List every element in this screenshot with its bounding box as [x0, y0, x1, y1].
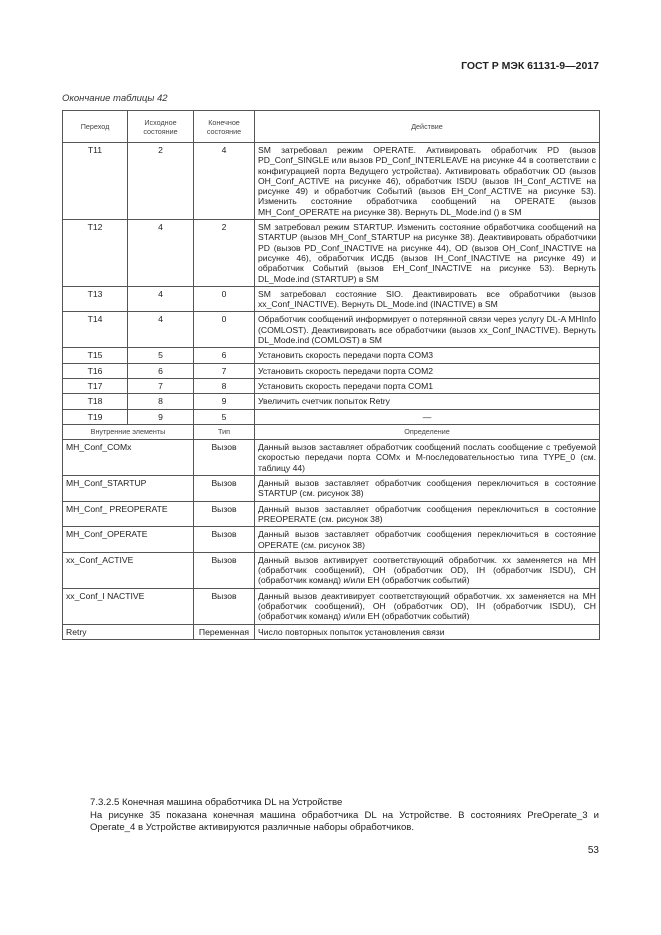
element-definition: Данный вызов заставляет обработчик сообщения переключиться в состояние PREOPERATE (см. рисунок 38) — [255, 501, 600, 527]
table-caption: Окончание таблицы 42 — [62, 93, 168, 104]
element-row — [63, 552, 600, 588]
element-name: xx_Conf_ACTIVE — [63, 552, 194, 588]
transition-action: Увеличить счетчик попыток Retry — [255, 394, 600, 409]
element-name: MH_Conf_STARTUP — [63, 476, 194, 502]
target-state: 9 — [194, 394, 255, 409]
element-row — [63, 527, 600, 553]
target-state: 0 — [194, 312, 255, 348]
transition-row — [63, 409, 600, 424]
column-header: Действие — [255, 111, 600, 143]
transition-id: T18 — [63, 394, 128, 409]
column-header: Исходное состояние — [128, 111, 194, 143]
source-state: 2 — [128, 143, 194, 220]
source-state: 8 — [128, 394, 194, 409]
transition-action: SM затребовал режим OPERATE. Активировать обработчик PD (вызов PD_Conf_SINGLE или вызов PD_Conf_INTERLEAVE на рисунке 44 в соответствии с конфигурацией порта Ведущего устройства). Активировать обработчик OD (вызов OH_Conf_ACTIVE на рисунке 46), обработчик ISDU (вызов IH_Conf_ACTIVE на рисунке 49) и обработчик Событий (вызов EH_Conf_ACTIVE на рисунке 53). Изменить состояние обработчика сообщений на OPERATE (вызов MH_Conf_OPERATE на рисунке 38). Вернуть DL_Mode.ind () в SM — [255, 143, 600, 220]
transition-row — [63, 348, 600, 363]
transitions-table — [62, 110, 600, 640]
transition-id: T12 — [63, 220, 128, 287]
target-state: 8 — [194, 378, 255, 393]
column-header: Переход — [63, 111, 128, 143]
element-row — [63, 624, 600, 639]
source-state: 7 — [128, 378, 194, 393]
transition-action: Установить скорость передачи порта COM2 — [255, 363, 600, 378]
transition-action: SM затребовал состояние SIO. Деактивировать все обработчики (вызов xx_Conf_INACTIVE). Вернуть DL_Mode.ind (INACTIVE) в SM — [255, 286, 600, 312]
transition-id: T16 — [63, 363, 128, 378]
element-definition: Данный вызов заставляет обработчик сообщения переключиться в состояние STARTUP (см. рисунок 38) — [255, 476, 600, 502]
element-row — [63, 440, 600, 476]
column-header: Конечное состояние — [194, 111, 255, 143]
section-paragraph — [62, 797, 599, 835]
transition-id: T14 — [63, 312, 128, 348]
element-name: MH_Conf_COMx — [63, 440, 194, 476]
source-state: 4 — [128, 220, 194, 287]
page-number: 53 — [587, 845, 599, 856]
element-name: xx_Conf_I NACTIVE — [63, 588, 194, 624]
element-definition: Данный вызов заставляет обработчик сообщения переключиться в состояние OPERATE (см. рисунок 38) — [255, 527, 600, 553]
subheader-elements: Внутренние элементы — [63, 424, 194, 439]
source-state: 6 — [128, 363, 194, 378]
source-state: 4 — [128, 286, 194, 312]
target-state: 4 — [194, 143, 255, 220]
element-definition: Данный вызов активирует соответствующий обработчик. xx заменяется на MH (обработчик сообщений), OH (обработчик OD), IH (обработчик ISDU), CH (обработчик команд) и/или EH (обработчик событий) — [255, 552, 600, 588]
transition-id: T19 — [63, 409, 128, 424]
element-type: Вызов — [194, 588, 255, 624]
element-type: Вызов — [194, 501, 255, 527]
transition-id: T13 — [63, 286, 128, 312]
transition-action: — — [255, 409, 600, 424]
transition-action: Установить скорость передачи порта COM3 — [255, 348, 600, 363]
target-state: 5 — [194, 409, 255, 424]
source-state: 5 — [128, 348, 194, 363]
transition-action: Установить скорость передачи порта COM1 — [255, 378, 600, 393]
target-state: 6 — [194, 348, 255, 363]
element-row — [63, 476, 600, 502]
transition-row — [63, 143, 600, 220]
section-heading: 7.3.2.5 Конечная машина обработчика DL на Устройстве — [90, 797, 343, 808]
element-definition: Данный вызов деактивирует соответствующий обработчик. xx заменяется на MH (обработчик сообщений), OH (обработчик OD), IH (обработчик ISDU), CH (обработчик команд) и/или EH (обработчик событий) — [255, 588, 600, 624]
subheader-type: Тип — [194, 424, 255, 439]
transition-row — [63, 312, 600, 348]
transition-id: T15 — [63, 348, 128, 363]
elements-subheader-row — [63, 424, 600, 439]
transition-row — [63, 378, 600, 393]
source-state: 4 — [128, 312, 194, 348]
element-definition: Число повторных попыток установления связи — [255, 624, 600, 639]
element-type: Переменная — [194, 624, 255, 639]
transition-id: T11 — [63, 143, 128, 220]
target-state: 2 — [194, 220, 255, 287]
element-type: Вызов — [194, 527, 255, 553]
transition-action: SM затребовал режим STARTUP. Изменить состояние обработчика сообщений на STARTUP (вызов MH_Conf_STARTUP на рисунке 38). Деактивировать обработчики PD (вызов PD_Conf_INACTIVE на рисунке 44), OD (вызов OH_Conf_INACTIVE на рисунке 46), обработчик ИСДБ (вызов IH_Conf_INACTIVE на рисунке 49) и обработчик Событий (вызов EH_Conf_INACTIVE на рисунке 53). Вернуть DL_Mode.ind (STARTUP) в SM — [255, 220, 600, 287]
target-state: 0 — [194, 286, 255, 312]
element-type: Вызов — [194, 440, 255, 476]
transition-row — [63, 286, 600, 312]
element-definition: Данный вызов заставляет обработчик сообщений послать сообщение с требуемой скоростью передачи порта COMx и M-последовательностью типа TYPE_0 (см. таблицу 44) — [255, 440, 600, 476]
transition-row — [63, 220, 600, 287]
source-state: 9 — [128, 409, 194, 424]
transition-row — [63, 363, 600, 378]
table-header-row — [63, 111, 600, 143]
element-type: Вызов — [194, 552, 255, 588]
element-name: MH_Conf_ PREOPERATE — [63, 501, 194, 527]
subheader-definition: Определение — [255, 424, 600, 439]
element-name: Retry — [63, 624, 194, 639]
transition-action: Обработчик сообщений информирует о потерянной связи через услугу DL-A MHInfo (COMLOST). Деактивировать все обработчики (вызов xx_Conf_INACTIVE). Вернуть DL_Mode.ind (COMLOST) в SM — [255, 312, 600, 348]
transition-id: T17 — [63, 378, 128, 393]
standard-header: ГОСТ Р МЭК 61131-9—2017 — [461, 60, 599, 72]
section-body: На рисунке 35 показана конечная машина обработчика DL на Устройстве. В состояниях PreOperate_3 и Operate_4 в Устройстве активируются различные наборы обработчиков. — [90, 809, 599, 833]
element-row — [63, 501, 600, 527]
target-state: 7 — [194, 363, 255, 378]
element-name: MH_Conf_OPERATE — [63, 527, 194, 553]
element-row — [63, 588, 600, 624]
element-type: Вызов — [194, 476, 255, 502]
transition-row — [63, 394, 600, 409]
